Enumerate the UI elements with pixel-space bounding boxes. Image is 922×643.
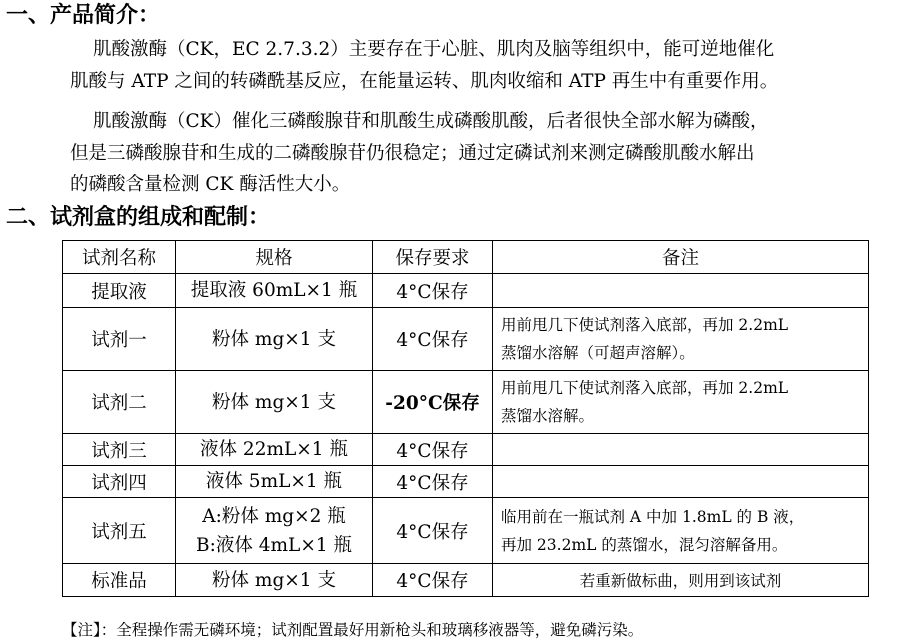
storage-cell: 4°C保存 (373, 498, 493, 564)
storage-cell: 4°C保存 (373, 434, 493, 466)
note-line: 蒸馏水溶解（可超声溶解）。 (501, 344, 695, 362)
reagent-table (62, 240, 869, 597)
table-header-row (63, 241, 869, 274)
section1-title: 一、产品简介： (6, 3, 161, 28)
note-cell (493, 371, 869, 434)
note-cell (493, 434, 869, 466)
table-row (63, 466, 869, 498)
spec-line: 粉体 mg×1 支 (212, 391, 336, 413)
storage-cell: 4°C保存 (373, 564, 493, 597)
table-row (63, 498, 869, 564)
reagent-name-cell: 试剂四 (63, 466, 176, 498)
spec-cell (176, 564, 373, 597)
reagent-name-cell: 试剂五 (63, 498, 176, 564)
reagent-name-cell: 试剂二 (63, 371, 176, 434)
spec-line: B:液体 4mL×1 瓶 (196, 534, 352, 556)
section2-title: 二、试剂盒的组成和配制： (6, 205, 271, 230)
text-line: 肌酸激酶（CK）催化三磷酸腺苷和肌酸生成磷酸肌酸，后者很快全部水解为磷酸， (93, 111, 769, 132)
footnote: 【注】：全程操作需无磷环境；试剂配置最好用新枪头和玻璃移液器等，避免磷污染。 (62, 621, 644, 639)
table-row (63, 434, 869, 466)
note-cell (493, 308, 869, 371)
note-line: 再加 23.2mL 的蒸馏水，混匀溶解备用。 (501, 535, 788, 554)
intro-paragraph-2 (70, 106, 900, 201)
table-row (63, 371, 869, 434)
table-row (63, 274, 869, 308)
spec-cell (176, 434, 373, 466)
intro-paragraph-1 (70, 34, 900, 97)
spec-line: 液体 5mL×1 瓶 (205, 471, 343, 492)
spec-cell (176, 466, 373, 498)
header-cell: 试剂名称 (63, 241, 176, 274)
note-line: 蒸馏水溶解。 (501, 407, 595, 425)
spec-cell (176, 274, 373, 308)
text-line: 但是三磷酸腺苷和生成的二磷酸腺苷仍很稳定；通过定磷试剂来测定磷酸肌酸水解出 (70, 142, 755, 164)
spec-line: 粉体 mg×1 支 (212, 569, 336, 591)
text-line: 的磷酸含量检测 CK 酶活性大小。 (70, 174, 351, 195)
note-line: 用前甩几下使试剂落入底部，再加 2.2mL (501, 316, 789, 334)
note-cell (493, 466, 869, 498)
spec-line: 液体 22mL×1 瓶 (200, 439, 348, 460)
header-cell: 保存要求 (373, 241, 493, 274)
spec-line: 提取液 60mL×1 瓶 (190, 280, 358, 301)
spec-line: 粉体 mg×1 支 (212, 328, 336, 350)
storage-cell: -20°C保存 (373, 371, 493, 434)
header-cell: 备注 (493, 241, 869, 274)
reagent-name-cell: 标准品 (63, 564, 176, 597)
spec-cell (176, 371, 373, 434)
table-row (63, 564, 869, 597)
note-line: 若重新做标曲，则用到该试剂 (579, 572, 782, 590)
table-row (63, 308, 869, 371)
reagent-name-cell: 试剂一 (63, 308, 176, 371)
note-cell (493, 564, 869, 597)
reagent-name-cell: 试剂三 (63, 434, 176, 466)
note-cell (493, 274, 869, 308)
note-line: 用前甩几下使试剂落入底部，再加 2.2mL (501, 379, 789, 397)
text-line: 肌酸激酶（CK，EC 2.7.3.2）主要存在于心脏、肌肉及脑等组织中，能可逆地催化 (93, 39, 775, 60)
reagent-name-cell: 提取液 (63, 274, 176, 308)
storage-cell: 4°C保存 (373, 274, 493, 308)
spec-line: A:粉体 mg×2 瓶 (202, 505, 346, 527)
note-line: 临用前在一瓶试剂 A 中加 1.8mL 的 B 液， (501, 507, 805, 526)
storage-cell: 4°C保存 (373, 308, 493, 371)
spec-cell (176, 308, 373, 371)
storage-cell: 4°C保存 (373, 466, 493, 498)
text-line: 肌酸与 ATP 之间的转磷酰基反应，在能量运转、肌肉收缩和 ATP 再生中有重要作用。 (70, 70, 779, 92)
spec-cell (176, 498, 373, 564)
header-cell: 规格 (176, 241, 373, 274)
note-cell (493, 498, 869, 564)
